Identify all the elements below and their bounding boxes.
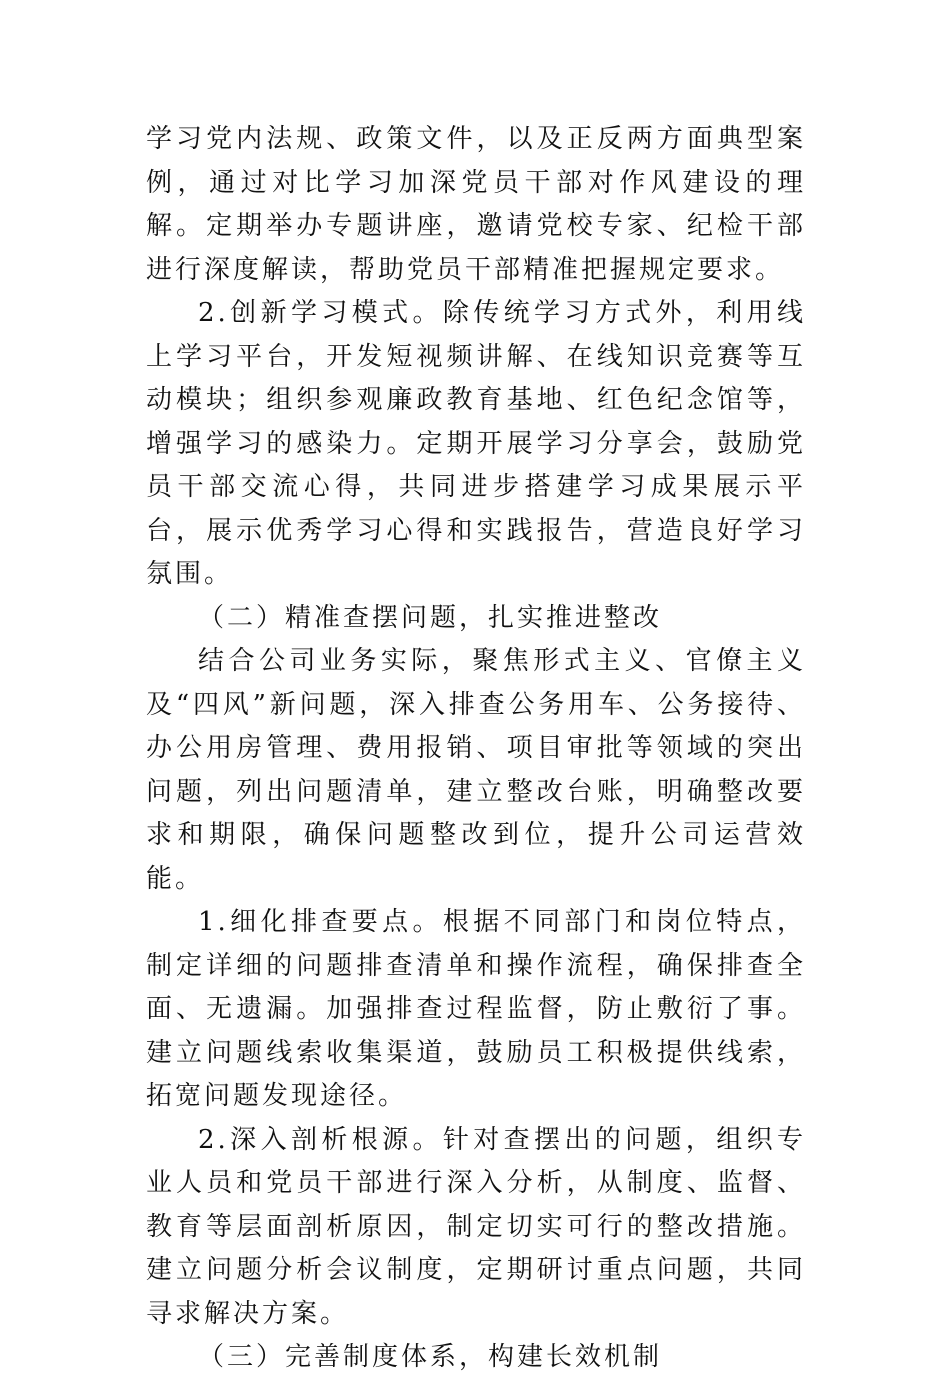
document-page [146, 118, 806, 1380]
paragraph-analyze-root-causes: 2.深入剖析根源。针对查摆出的问题，组织专业人员和党员干部进行深入分析，从制度、监督、教育等层面剖析原因，制定切实可行的整改措施。建立问题分析会议制度，定期研讨重点问题，共同寻求解决方案。 [146, 1124, 806, 1329]
paragraph-study-regulations: 学习党内法规、政策文件，以及正反两方面典型案例，通过对比学习加深党员干部对作风建设的理解。定期举办专题讲座，邀请党校专家、纪检干部进行深度解读，帮助党员干部精准把握规定要求。 [146, 124, 806, 285]
paragraph-innovate-learning-mode: 2.创新学习模式。除传统学习方式外，利用线上学习平台，开发短视频讲解、在线知识竞赛等互动模块；组织参观廉政教育基地、红色纪念馆等，增强学习的感染力。定期开展学习分享会，鼓励党员干部交流心得，共同进步搭建学习成果展示平台，展示优秀学习心得和实践报告，营造良好学习氛围。 [146, 298, 806, 589]
section-heading-3: （三）完善制度体系，构建长效机制 [198, 1342, 663, 1372]
paragraph-focus-problems: 结合公司业务实际，聚焦形式主义、官僚主义及“四风”新问题，深入排查公务用车、公务接待、办公用房管理、费用报销、项目审批等领域的突出问题，列出问题清单，建立整改台账，明确整改要求和期限，确保问题整改到位，提升公司运营效能。 [146, 646, 806, 894]
paragraph-refine-inspection: 1.细化排查要点。根据不同部门和岗位特点，制定详细的问题排查清单和操作流程，确保排查全面、无遗漏。加强排查过程监督，防止敷衍了事。建立问题线索收集渠道，鼓励员工积极提供线索，拓宽问题发现途径。 [146, 907, 806, 1111]
section-heading-2: （二）精准查摆问题，扎实推进整改 [198, 602, 663, 633]
